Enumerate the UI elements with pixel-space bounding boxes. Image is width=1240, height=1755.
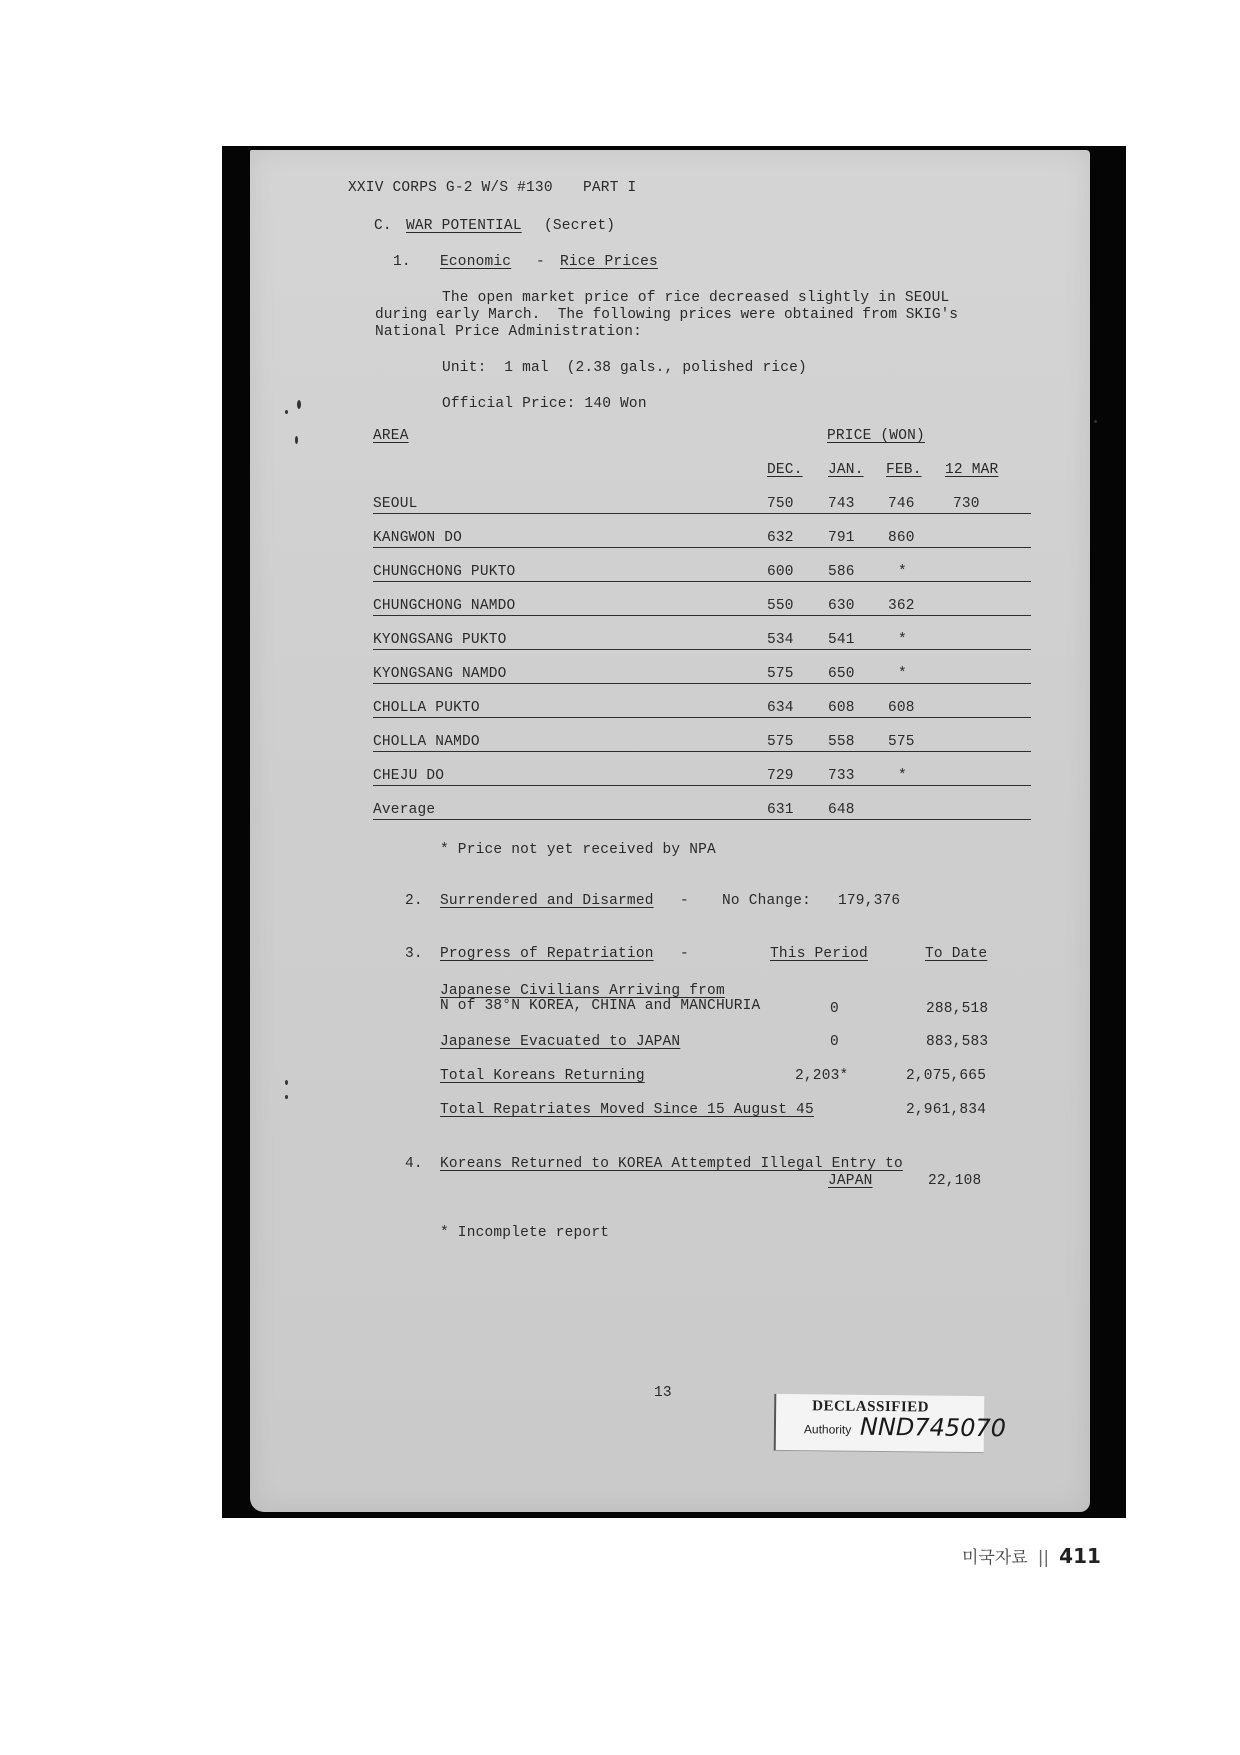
row-feb: 362: [888, 598, 915, 614]
book-footer: [962, 1543, 1101, 1568]
paragraph-line-3: National Price Administration:: [375, 324, 643, 340]
col-header-feb: FEB.: [886, 462, 922, 478]
stamp-authority-code: NND745070: [859, 1412, 1007, 1443]
row-area: KANGWON DO: [373, 530, 463, 546]
row-area: CHUNGCHONG NAMDO: [373, 598, 516, 614]
row-dec: 729: [767, 768, 794, 784]
col-header-12mar: 12 MAR: [945, 462, 999, 478]
col-this-period: This Period: [770, 946, 868, 962]
row-dec: 600: [767, 564, 794, 580]
row-jan: 630: [828, 598, 855, 614]
row-jan: 541: [828, 632, 855, 648]
table-price-header: PRICE (WON): [827, 428, 925, 444]
row-label-cont: N of 38°N KOREA, CHINA and MANCHURIA: [440, 998, 761, 1014]
item1-subtitle: Rice Prices: [560, 254, 658, 270]
item1-title: Economic: [440, 254, 512, 270]
row-jan: 558: [828, 734, 855, 750]
col-to-date: To Date: [925, 946, 988, 962]
col-header-dec: DEC.: [767, 462, 803, 478]
row-divider: [373, 751, 1031, 752]
item2-status: No Change:: [722, 893, 812, 909]
row-to-date: 2,961,834: [906, 1102, 987, 1118]
row-jan: 608: [828, 700, 855, 716]
stamp-title: DECLASSIFIED: [812, 1398, 930, 1416]
item2-title: Surrendered and Disarmed: [440, 893, 654, 909]
col-header-jan: JAN.: [828, 462, 864, 478]
book-section-label: 미국자료: [962, 1548, 1028, 1568]
row-label: Total Koreans Returning: [440, 1068, 645, 1084]
stamp-authority-label: Authority: [803, 1422, 852, 1437]
paragraph-line-1: The open market price of rice decreased slightly in SEOUL: [442, 290, 950, 306]
item3-number: 3.: [405, 946, 423, 962]
row-jan: 791: [828, 530, 855, 546]
row-area: KYONGSANG PUKTO: [373, 632, 507, 648]
row-area: Average: [373, 802, 436, 818]
row-dec: 632: [767, 530, 794, 546]
row-this-period: 0: [830, 1001, 839, 1017]
row-dec: 550: [767, 598, 794, 614]
row-jan: 648: [828, 802, 855, 818]
row-dec: 750: [767, 496, 794, 512]
footer-separator: ||: [1037, 1548, 1050, 1568]
paragraph-line-2: during early March. The following prices were obtained from SKIG's: [375, 307, 958, 323]
scan-speck: [285, 1095, 288, 1099]
row-dec: 631: [767, 802, 794, 818]
row-feb: *: [898, 666, 907, 682]
row-area: CHOLLA NAMDO: [373, 734, 480, 750]
section-letter: C.: [374, 218, 392, 234]
row-divider: [373, 785, 1031, 786]
item2-value: 179,376: [838, 893, 901, 909]
row-divider: [373, 683, 1031, 684]
unit-line: Unit: 1 mal (2.38 gals., polished rice): [442, 360, 807, 376]
item3-dash: -: [680, 946, 689, 962]
row-to-date: 883,583: [926, 1034, 989, 1050]
row-divider: [373, 717, 1031, 718]
section-title: WAR POTENTIAL: [406, 218, 522, 234]
item4-title-cont: JAPAN: [828, 1173, 873, 1189]
row-area: CHEJU DO: [373, 768, 445, 784]
item4-value: 22,108: [928, 1173, 982, 1189]
document-page-number: 13: [654, 1385, 672, 1401]
row-divider: [373, 819, 1031, 820]
scan-speck: [295, 436, 298, 444]
row-divider: [373, 581, 1031, 582]
document-part: PART I: [583, 180, 637, 196]
row-dec: 634: [767, 700, 794, 716]
table-area-header: AREA: [373, 428, 409, 444]
row-jan: 733: [828, 768, 855, 784]
row-dec: 575: [767, 666, 794, 682]
row-divider: [373, 513, 1031, 514]
row-area: CHOLLA PUKTO: [373, 700, 480, 716]
row-this-period: 2,203*: [795, 1068, 849, 1084]
row-jan: 743: [828, 496, 855, 512]
incomplete-footnote: * Incomplete report: [440, 1225, 610, 1241]
item4-number: 4.: [405, 1156, 423, 1172]
row-feb: 608: [888, 700, 915, 716]
item2-number: 2.: [405, 893, 423, 909]
scan-speck: [1094, 420, 1097, 423]
official-price: Official Price: 140 Won: [442, 396, 647, 412]
row-feb: *: [898, 768, 907, 784]
declassified-stamp: [774, 1394, 1007, 1453]
row-dec: 575: [767, 734, 794, 750]
table-footnote: * Price not yet received by NPA: [440, 842, 716, 858]
row-jan: 650: [828, 666, 855, 682]
scan-speck: [285, 410, 288, 414]
document-header: XXIV CORPS G-2 W/S #130: [348, 180, 553, 196]
row-feb: 860: [888, 530, 915, 546]
row-12mar: 730: [953, 496, 980, 512]
row-divider: [373, 649, 1031, 650]
row-this-period: 0: [830, 1034, 839, 1050]
item3-title: Progress of Repatriation: [440, 946, 654, 962]
section-classification: (Secret): [544, 218, 616, 234]
row-to-date: 2,075,665: [906, 1068, 987, 1084]
row-label: Total Repatriates Moved Since 15 August 45: [440, 1102, 814, 1118]
book-page-number: 411: [1059, 1544, 1101, 1568]
row-jan: 586: [828, 564, 855, 580]
row-feb: *: [898, 632, 907, 648]
row-label: Japanese Civilians Arriving from: [440, 983, 725, 999]
row-area: CHUNGCHONG PUKTO: [373, 564, 516, 580]
item2-dash: -: [680, 893, 689, 909]
row-feb: 575: [888, 734, 915, 750]
row-label: Japanese Evacuated to JAPAN: [440, 1034, 681, 1050]
scan-speck: [285, 1080, 288, 1085]
row-to-date: 288,518: [926, 1001, 989, 1017]
row-feb: 746: [888, 496, 915, 512]
row-divider: [373, 615, 1031, 616]
row-divider: [373, 547, 1031, 548]
item1-dash: -: [536, 254, 545, 270]
row-feb: *: [898, 564, 907, 580]
item1-number: 1.: [393, 254, 411, 270]
document-page: [250, 150, 1090, 1512]
scan-speck: [297, 400, 301, 409]
item4-title: Koreans Returned to KOREA Attempted Illegal Entry to: [440, 1156, 903, 1172]
row-area: KYONGSANG NAMDO: [373, 666, 507, 682]
row-area: SEOUL: [373, 496, 418, 512]
row-dec: 534: [767, 632, 794, 648]
